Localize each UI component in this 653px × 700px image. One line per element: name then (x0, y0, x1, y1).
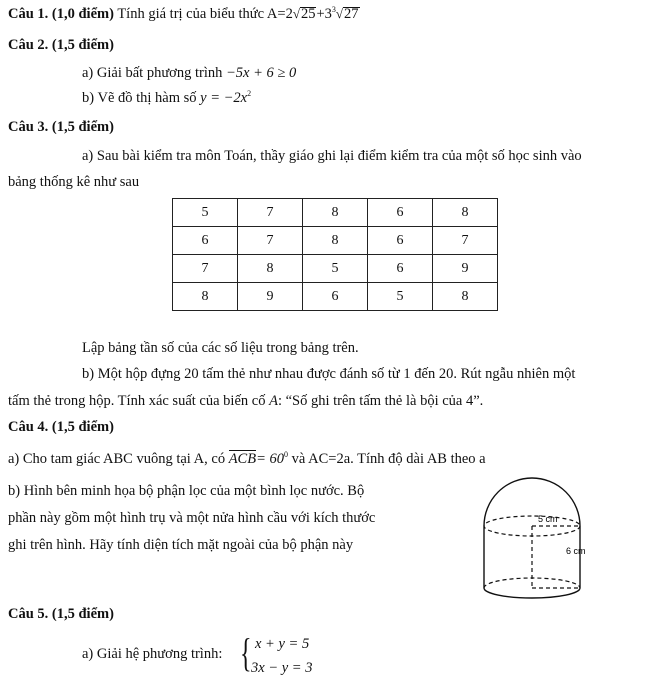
table-row (173, 283, 498, 311)
q2-a-expr: −5x + 6 ≥ 0 (225, 65, 297, 81)
q3-b-text-3: đến (414, 366, 436, 382)
table-cell: 7 (238, 227, 303, 255)
q1-radicand-1: 25 (300, 5, 316, 22)
q2-b-expr: y = −2x (200, 89, 248, 106)
score-table (172, 198, 498, 311)
q5-eq2: 3x − y = 3 (251, 660, 313, 676)
table-cell: 6 (303, 283, 368, 311)
q4-label: Câu 4. (1,5 điểm) (8, 419, 114, 435)
q5-a (82, 646, 222, 663)
q3-b-n3: 20 (438, 366, 454, 382)
radius-label: 5 cm (538, 514, 558, 524)
q1-plus: +3 (316, 5, 332, 22)
q2-b-label: b) (82, 89, 95, 106)
table-cell: 8 (238, 255, 303, 283)
q3-b-text-7: ”. (473, 393, 484, 409)
q4-a-text-1: a) Cho tam giác ABC vuông tại A, có (8, 450, 226, 467)
q2-b (82, 89, 251, 107)
q1-expr-a: A=2 (266, 5, 293, 22)
table-cell: 9 (238, 283, 303, 311)
q4-a-eq: = 60 (256, 450, 285, 467)
table-cell: 8 (173, 283, 238, 311)
table-cell: 6 (173, 227, 238, 255)
q1-label: Câu 1. (1,0 điểm) (8, 5, 114, 22)
q4-a-text-2: và AC=2a. Tính độ dài AB theo a (291, 450, 486, 467)
height-label: 6 cm (566, 546, 586, 556)
q3-label: Câu 3. (1,5 điểm) (8, 119, 114, 135)
cylinder-bottom-front (484, 588, 580, 598)
q2-a-label: a) (82, 65, 94, 81)
table-cell: 6 (368, 255, 433, 283)
q3-b-line1 (82, 366, 575, 383)
q4-b-line2: phần này gồm một hình trụ và một nửa hình cầu với kích thước (8, 510, 376, 526)
q2-label: Câu 2. (1,5 điểm) (8, 37, 114, 53)
q5-label: Câu 5. (1,5 điểm) (8, 606, 114, 622)
q3-a-line1: a) Sau bài kiểm tra môn Toán, thầy giáo ghi lại điểm kiểm tra của một số học sinh vào (82, 148, 582, 164)
q3-a-task: Lập bảng tần số của các số liệu trong bảng trên. (82, 340, 359, 356)
table-cell: 8 (303, 227, 368, 255)
q2-b-text: Vẽ đồ thị hàm số (97, 89, 197, 106)
q3-a-line2: bảng thống kê như sau (8, 174, 140, 190)
q3-b-text-5: tấm thẻ trong hộp. Tính xác suất của biến cố (8, 393, 266, 409)
filter-figure (478, 470, 608, 605)
table-cell: 8 (433, 283, 498, 311)
table-cell: 6 (368, 227, 433, 255)
table-cell: 7 (433, 227, 498, 255)
q3-b-n1: 20 (184, 366, 199, 382)
q3-b-text-4: . Rút ngẫu nhiên một (453, 366, 576, 382)
q3-b-n2: 1 (403, 366, 411, 382)
table-cell: 6 (368, 199, 433, 227)
q2-a-text: Giải bất phương trình (96, 65, 223, 81)
table-cell: 8 (303, 199, 368, 227)
q5-a-text: Giải hệ phương trình: (96, 646, 223, 662)
q3-b-text-6: : “Số ghi trên tấm thẻ là bội của (277, 393, 463, 409)
q3-b-line2 (8, 393, 483, 410)
q4-a-deg: 0 (284, 450, 289, 459)
q4-a-angle: ACB (228, 450, 257, 467)
table-cell: 7 (173, 255, 238, 283)
q5-eq1: x + y = 5 (255, 636, 310, 652)
table-cell: 5 (368, 283, 433, 311)
q4-b-line1: b) Hình bên minh họa bộ phận lọc của một bình lọc nước. Bộ (8, 483, 365, 499)
q2-a (82, 65, 296, 82)
q3-b-n4: 4 (465, 393, 474, 409)
system-brace: { (240, 630, 252, 675)
q1-line: Câu 1. (1,0 điểm) Tính giá trị của biểu thức $A=2√25+3^3√27$ (8, 5, 359, 22)
q5-a-label: a) (82, 646, 94, 662)
table-row (173, 255, 498, 283)
q1-text: Tính giá trị của biểu thức (117, 5, 265, 22)
q1-cube-index: 3 (331, 5, 336, 14)
q3-b-event: A (269, 393, 278, 409)
table-cell: 9 (433, 255, 498, 283)
table-row (173, 227, 498, 255)
q4-a (8, 450, 486, 468)
table-cell: 5 (173, 199, 238, 227)
q1-radicand-2: 27 (344, 5, 359, 22)
q3-b-text-2: tấm thẻ như nhau được đánh số từ (202, 366, 400, 382)
table-row (173, 199, 498, 227)
table-cell: 8 (433, 199, 498, 227)
q4-b-line3: ghi trên hình. Hãy tính diện tích mặt ngoài của bộ phận này (8, 537, 354, 553)
q3-b-text-1: b) Một hộp đựng (82, 366, 181, 382)
q2-b-exp: 2 (247, 89, 252, 98)
table-cell: 5 (303, 255, 368, 283)
table-cell: 7 (238, 199, 303, 227)
